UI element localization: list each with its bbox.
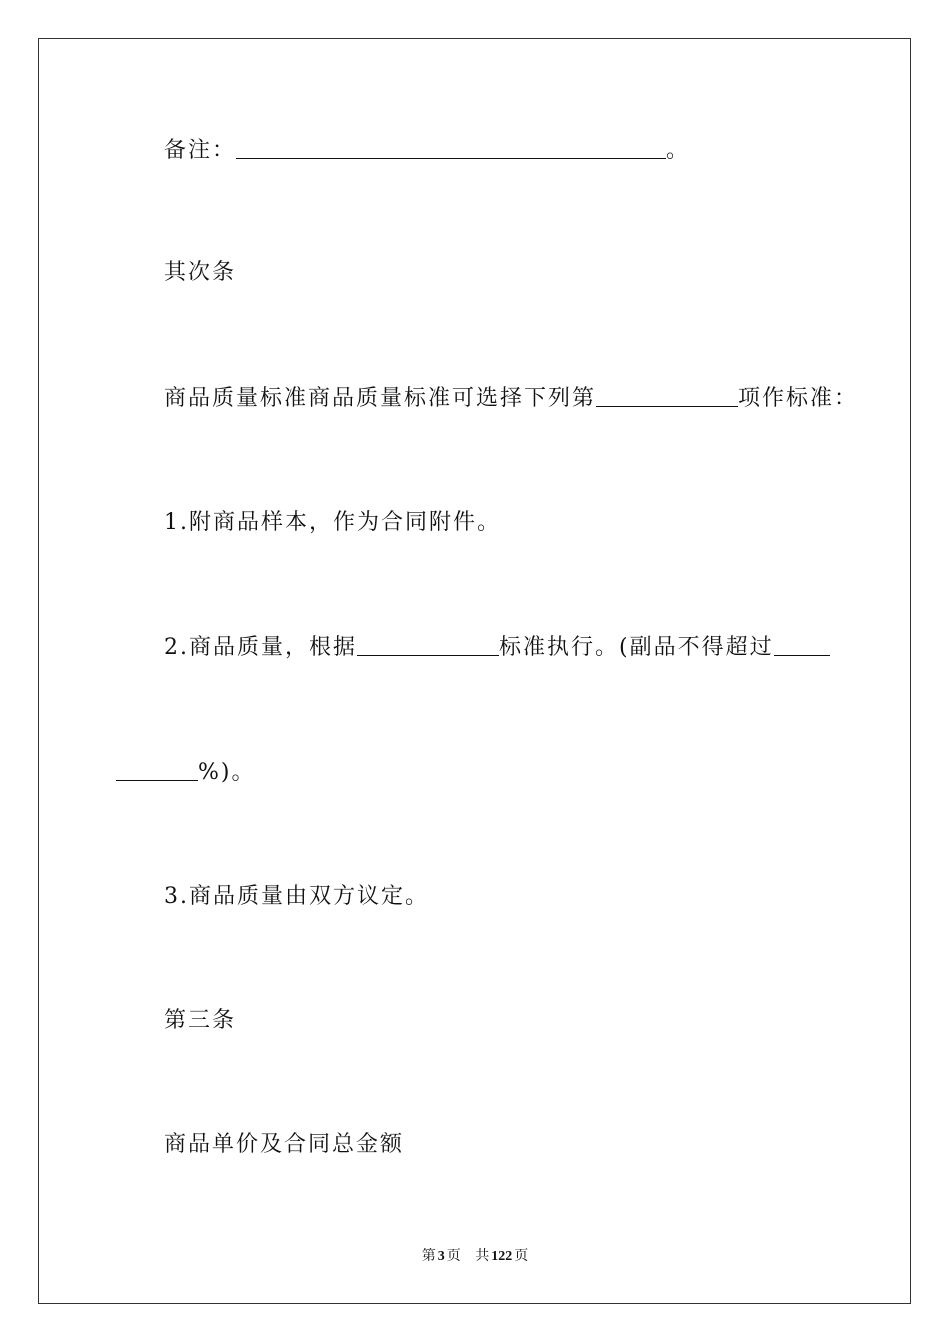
item-2-continuation bbox=[116, 758, 256, 788]
page-current: 3 bbox=[437, 1249, 445, 1264]
item-2-start: 2.商品质量，根据 bbox=[164, 635, 357, 660]
quality-standard-text: 商品质量标准商品质量标准可选择下列第 bbox=[164, 386, 597, 411]
remarks-end: 。 bbox=[666, 138, 691, 163]
remarks-line bbox=[164, 136, 690, 166]
item-3: 3.商品质量由双方议定。 bbox=[164, 884, 429, 909]
article-3-subtitle: 商品单价及合同总金额 bbox=[164, 1132, 405, 1157]
item-2-mid: 标准执行。(副品不得超过 bbox=[499, 635, 774, 660]
total-pages: 122 bbox=[491, 1249, 513, 1264]
quality-standard-end: 项作标准： bbox=[738, 386, 859, 411]
item-1: 1.附商品样本，作为合同附件。 bbox=[164, 510, 501, 535]
item-2-line bbox=[164, 633, 830, 663]
total-suffix: 页 bbox=[514, 1249, 529, 1264]
page-footer bbox=[0, 1247, 950, 1267]
item-2-standard-blank[interactable] bbox=[357, 633, 499, 656]
quality-standard-line bbox=[164, 384, 858, 414]
item-2-percent-blank-a[interactable] bbox=[774, 633, 830, 656]
page-suffix: 页 bbox=[446, 1249, 461, 1264]
total-prefix: 共 bbox=[475, 1249, 490, 1264]
page-prefix: 第 bbox=[421, 1249, 436, 1264]
remarks-blank[interactable] bbox=[236, 136, 666, 159]
item-2-end: %)。 bbox=[198, 760, 256, 785]
item-2-percent-blank-b[interactable] bbox=[116, 758, 198, 781]
quality-standard-blank[interactable] bbox=[596, 384, 738, 407]
article-3-title: 第三条 bbox=[164, 1008, 237, 1033]
remarks-label: 备注： bbox=[164, 138, 237, 163]
page-border bbox=[38, 38, 911, 1304]
article-2-title: 其次条 bbox=[164, 260, 237, 285]
